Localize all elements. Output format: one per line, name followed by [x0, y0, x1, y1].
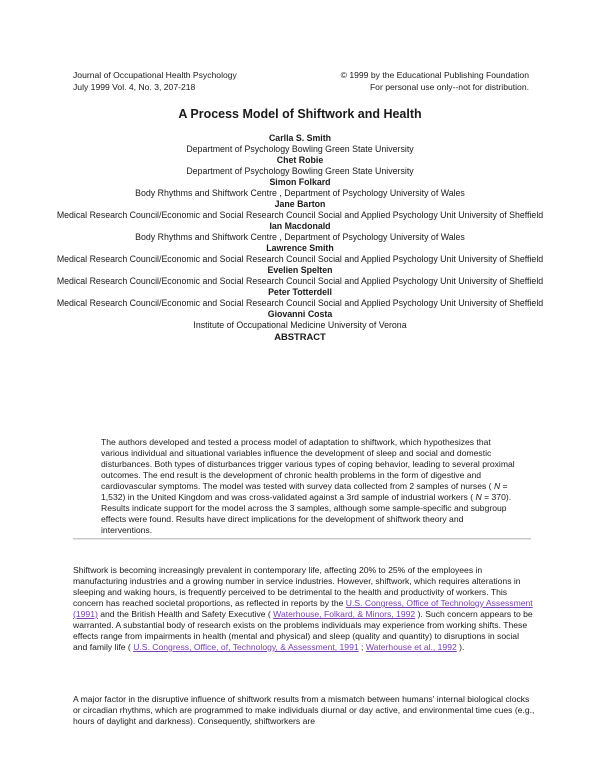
paragraph-segment: and the British Health and Safety Executive ( [97, 609, 274, 619]
author-name: Peter Totterdell [268, 287, 332, 297]
body-paragraph: A major factor in the disruptive influence of shiftwork results from a mismatch between humans' internal biological clocks or circadian rhythms, which are programmed to make individuals diurnal or day active, and environmental time cues (e.g., hours of daylight and darkness). Consequently, shiftworkers are [73, 694, 535, 726]
citation-link[interactable]: U.S. Congress, Office, of, Technology, & Assessment, 1991 [133, 642, 359, 652]
citation-link[interactable]: U.S. Congress, Office of Technology Assessment (1991) [73, 598, 533, 619]
author-name: Jane Barton [274, 199, 326, 209]
paragraph-segment: ; [358, 642, 366, 652]
copyright-line: © 1999 by the Educational Publishing Foundation [340, 70, 529, 80]
sample-size-symbol: N [493, 481, 501, 491]
distribution-notice: For personal use only--not for distribution. [369, 81, 529, 92]
citation-link[interactable]: Waterhouse, Folkard, & Minors, 1992 [273, 609, 416, 619]
abstract-heading: ABSTRACT [274, 331, 326, 342]
paragraph-segment: Shiftwork is becoming increasingly prevalent in contemporary life, affecting 20% to 25% of the employees in manufacturing industries and a growing number in service industries. However, shiftwork, which requires alterations in sleeping and waking hours, is frequently perceived to be detrimental to the health and productivity of workers. This concern has reached societal proportions, as reflected in reports by the [73, 565, 521, 608]
journal-header [73, 70, 237, 93]
author-affiliation: Medical Research Council/Economic and Social Research Council Social and Applied Psychology Unit University of Sheffield [56, 210, 544, 220]
abstract-segment: = 370). Results indicate support for the model across the 3 samples, although some sample-specific and subgroup effects were found. Results have direct implications for the development of shiftwork theory and interventions. [101, 492, 512, 535]
paragraph-segment: ). [456, 642, 465, 652]
author-affiliation: Medical Research Council/Economic and Social Research Council Social and Applied Psychology Unit University of Sheffield [56, 254, 544, 264]
abstract-segment: = 1,532) in the United Kingdom and was cross-validated against a 3rd sample of industrial workers ( [101, 481, 508, 502]
citation-link[interactable]: Waterhouse et al., 1992 [365, 642, 457, 652]
section-divider [73, 538, 531, 540]
author-affiliation: Medical Research Council/Economic and Social Research Council Social and Applied Psychology Unit University of Sheffield [56, 298, 544, 308]
author-affiliation: Body Rhythms and Shiftwork Centre , Department of Psychology University of Wales [135, 188, 465, 198]
author-affiliation: Medical Research Council/Economic and Social Research Council Social and Applied Psychology Unit University of Sheffield [56, 276, 544, 286]
author-name: Simon Folkard [269, 177, 331, 187]
author-name: Evelien Spelten [267, 265, 333, 275]
author-name: Lawrence Smith [266, 243, 334, 253]
paragraph-segment: ). Such concern appears to be warranted. A substantial body of research exists on the problems individuals may experience from working shifts. These effects range from impairments in health (mental and physical) and sleep (quality and quantity) to disruptions in social and family life ( [73, 609, 533, 652]
author-name: Giovanni Costa [267, 309, 333, 319]
author-affiliation: Department of Psychology Bowling Green State University [186, 144, 414, 154]
author-name: Carlla S. Smith [268, 133, 332, 143]
body-paragraph [73, 565, 535, 653]
abstract-segment: The authors developed and tested a process model of adaptation to shiftwork, which hypothesizes that various individual and situational variables influence the development of sleep and social and domestic disturbances. Both types of disturbances trigger various types of coping behavior, leading to several proximal outcomes. The end result is the development of chronic health problems in the form of digestive and cardiovascular symptoms. The model was tested with survey data collected from 2 samples of nurses ( [101, 437, 515, 491]
author-affiliation: Department of Psychology Bowling Green State University [186, 166, 414, 176]
article-title: A Process Model of Shiftwork and Health [178, 107, 422, 121]
author-affiliation: Body Rhythms and Shiftwork Centre , Department of Psychology University of Wales [135, 232, 465, 242]
journal-issue: July 1999 Vol. 4, No. 3, 207-218 [73, 81, 196, 92]
sample-size-symbol: N [475, 492, 482, 502]
journal-name: Journal of Occupational Health Psychology [73, 70, 237, 80]
abstract-text [101, 437, 516, 536]
author-name: Ian Macdonald [269, 221, 331, 231]
author-affiliation: Institute of Occupational Medicine University of Verona [193, 320, 407, 330]
author-name: Chet Robie [276, 155, 324, 165]
copyright-header [341, 70, 529, 93]
author-list [40, 133, 560, 342]
